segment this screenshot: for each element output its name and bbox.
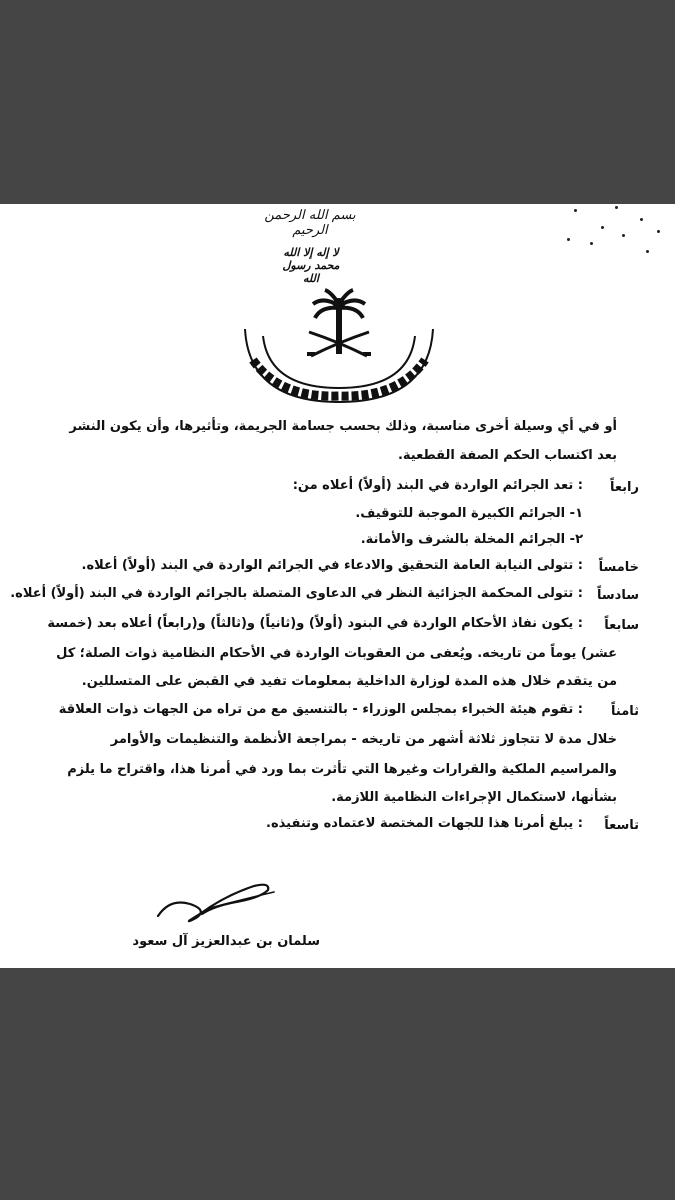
document-body (0, 204, 675, 968)
bottom-dark-band (0, 968, 675, 1200)
item-label-6: سادساً (596, 588, 639, 603)
basmala-heading: بسم الله الرحمن الرحيم (264, 208, 356, 238)
item-6-line-1: : تتولى المحكمة الجزائية النظر في الدعاوى المتصلة بالجرائم الواردة في البند (أولاً) أعلاه. (10, 586, 583, 601)
shahada-calligraphy: لا إله إلا الله محمد رسول الله (282, 246, 340, 285)
item-5-line-1: : تتولى النيابة العامة التحقيق والادعاء في الجرائم الواردة في البند (أولاً) أعلاه. (81, 558, 583, 573)
item-label-8: ثامناً (611, 704, 639, 719)
item-label-9: تاسعاً (604, 818, 639, 833)
item-7-line-2: عشر) يوماً من تاريخه. ويُعفى من العقوبات الواردة في الأحكام النظامية ذوات الصلة؛ كل (56, 646, 617, 661)
intro-line-1: أو في أي وسيلة أخرى مناسبة، وذلك بحسب جسامة الجريمة، وتأثيرها، وأن يكون النشر (69, 419, 617, 434)
top-dark-band (0, 0, 675, 204)
item-4-line-3: ٢- الجرائم المخلة بالشرف والأمانة. (360, 532, 583, 547)
item-7-line-1: : يكون نفاذ الأحكام الواردة في البنود (أولاً) و(ثانياً) و(ثالثاً) و(رابعاً) أعلاه بعد (خمسة (47, 616, 583, 631)
item-7-line-3: من يتقدم خلال هذه المدة لوزارة الداخلية بمعلومات تفيد في القبض على المتسللين. (81, 674, 617, 689)
document-page (0, 204, 675, 968)
item-4-line-2: ١- الجرائم الكبيرة الموجبة للتوقيف. (355, 506, 583, 521)
item-label-5: خامساً (598, 560, 639, 575)
item-8-line-4: بشأنها، لاستكمال الإجراءات النظامية اللازمة. (331, 790, 617, 805)
item-label-7: سابعاً (604, 618, 639, 633)
handwritten-signature (150, 872, 280, 932)
intro-line-2: بعد اكتساب الحكم الصفة القطعية. (397, 448, 617, 463)
item-8-line-2: خلال مدة لا تتجاوز ثلاثة أشهر من تاريخه - بمراجعة الأنظمة والتنظيمات والأوامر (110, 732, 617, 747)
item-label-4: رابعاً (609, 480, 639, 495)
item-8-line-3: والمراسيم الملكية والقرارات وغيرها التي تأثرت بما ورد في أمرنا هذا، واقتراح ما يلزم (67, 762, 617, 777)
item-8-line-1: : تقوم هيئة الخبراء بمجلس الوزراء - بالتنسيق مع من تراه من الجهات ذوات العلاقة (58, 702, 583, 717)
item-9-line-1: : يبلغ أمرنا هذا للجهات المختصة لاعتماده وتنفيذه. (266, 816, 583, 831)
item-4-line-1: : تعد الجرائم الواردة في البند (أولاً) أعلاه من: (292, 478, 583, 493)
signer-name: سلمان بن عبدالعزيز آل سعود (132, 934, 320, 949)
